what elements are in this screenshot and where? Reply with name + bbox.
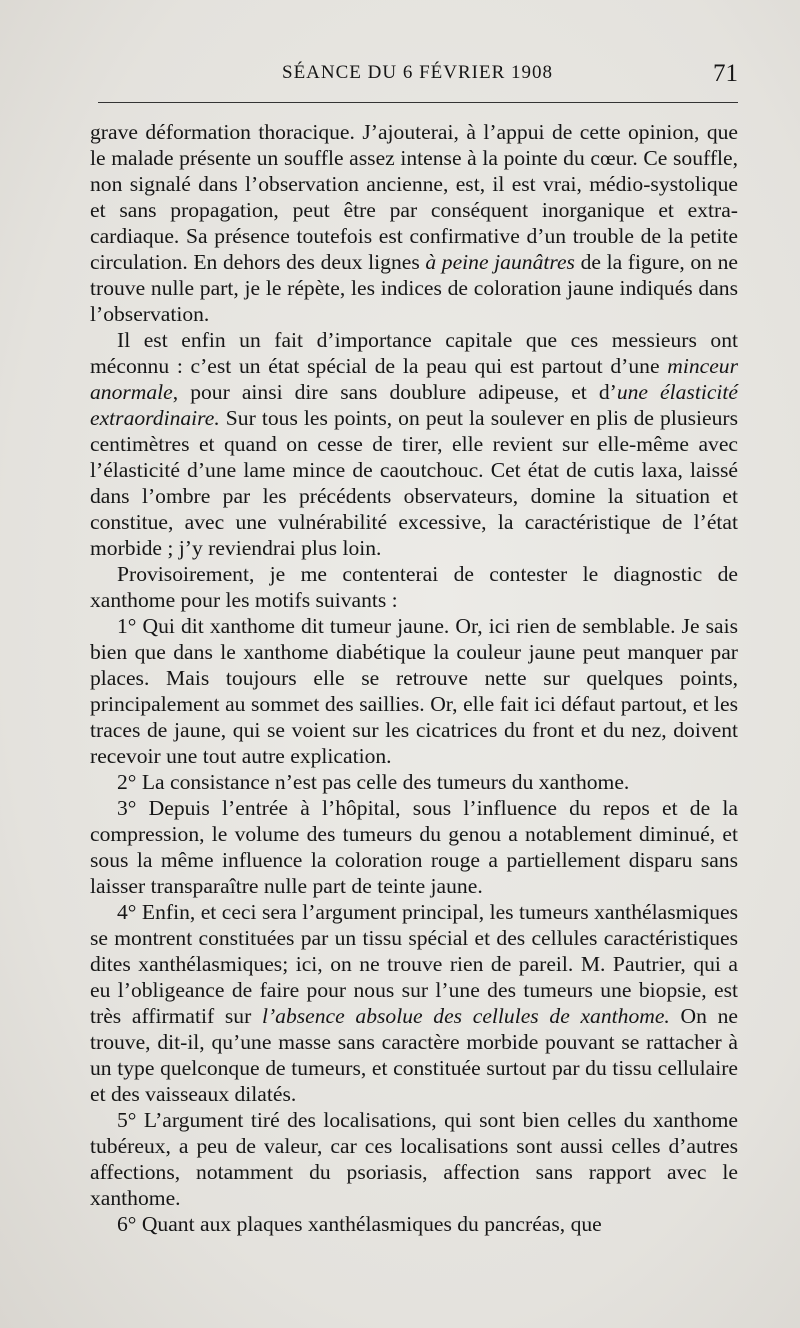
body-text xyxy=(90,119,738,1237)
text-run: 4° Enfin, et ceci sera l’argument principal, les tumeurs xanthélasmiques se montrent constituées par un tissu spécial et des cellules caractéristiques dites xanthélasmiques; ici, on ne trouve rien de pareil. M. Pautrier, qui a eu l’obligeance de faire pour nous sur l’une des tumeurs une biopsie, est très affirmatif sur xyxy=(90,900,738,1028)
running-title: SÉANCE DU 6 FÉVRIER 1908 xyxy=(282,62,554,83)
paragraph-8 xyxy=(90,1107,738,1211)
text-run: Il est enfin un fait d’importance capitale que ces messieurs ont méconnu : c’est un état spécial de la peau qui est partout d’une xyxy=(90,328,738,378)
text-run: grave déformation thoracique. J’ajouterai, à l’appui de cette opinion, que le malade présente un souffle assez intense à la pointe du cœur. Ce souffle, non signalé dans l’observation ancienne, est, il est vrai, médio-systolique et sans propagation, peut être par conséquent inorganique et extra-cardiaque. Sa présence toutefois est confirmative d’un trouble de la petite circulation. En dehors des deux lignes xyxy=(90,120,738,274)
page-header xyxy=(92,60,738,96)
text-run: , pour ainsi dire sans doublure adipeuse, et d’ xyxy=(172,380,617,404)
paragraph-7 xyxy=(90,899,738,1107)
text-run: de la figure, on ne trouve nulle part, je le répète, les indices de coloration jaune indiqués dans l’observation. xyxy=(90,250,738,326)
text-run: Sur tous les points, on peut la soulever en plis de plusieurs centimètres et quand on cesse de tirer, elle revient sur elle-même avec l’élasticité d’une lame mince de caoutchouc. Cet état de cutis laxa, laissé dans l’ombre par les précédents observateurs, domine la situation et constitue, avec une vulnérabilité excessive, la caractéristique de l’état morbide ; j’y reviendrai plus loin. xyxy=(90,406,738,560)
text-run: 6° Quant aux plaques xanthélasmiques du pancréas, que xyxy=(117,1212,602,1236)
italic-text: une élasticité extraordinaire. xyxy=(90,380,738,430)
text-run: 3° Depuis l’entrée à l’hôpital, sous l’influence du repos et de la compression, le volume des tumeurs du genou a notablement diminué, et sous la même influence la coloration rouge a partiellement disparu sans laisser transparaître nulle part de teinte jaune. xyxy=(90,796,738,898)
paragraph-6 xyxy=(90,795,738,899)
paragraph-5 xyxy=(90,769,738,795)
italic-text: à peine jaunâtres xyxy=(425,250,575,274)
text-run: On ne trouve, dit-il, qu’une masse sans caractère morbide pouvant se rattacher à un type quelconque de tumeurs, et constituée surtout par du tissu cellulaire et des vaisseaux dilatés. xyxy=(90,1004,738,1106)
paragraph-3 xyxy=(90,561,738,613)
page-number: 71 xyxy=(713,60,738,87)
paragraph-2 xyxy=(90,327,738,561)
italic-text: minceur anormale xyxy=(90,354,738,404)
header-rule xyxy=(98,102,738,103)
text-run: 1° Qui dit xanthome dit tumeur jaune. Or, ici rien de semblable. Je sais bien que dans le xanthome diabétique la couleur jaune peut manquer par places. Mais toujours elle se retrouve nette sur quelques points, principalement au sommet des saillies. Or, elle fait ici défaut partout, et les traces de jaune, qui se voient sur les cicatrices du front et du nez, doivent recevoir une tout autre explication. xyxy=(90,614,738,768)
paragraph-9 xyxy=(90,1211,738,1237)
text-run: Provisoirement, je me contenterai de contester le diagnostic de xanthome pour les motifs suivants : xyxy=(90,562,738,612)
paragraph-1 xyxy=(90,119,738,327)
italic-text: l’absence absolue des cellules de xanthome. xyxy=(261,1004,670,1028)
text-run: 5° L’argument tiré des localisations, qui sont bien celles du xanthome tubéreux, a peu de valeur, car ces localisations sont aussi celles d’autres affections, notamment du psoriasis, affection sans rapport avec le xanthome. xyxy=(90,1108,738,1210)
text-run: 2° La consistance n’est pas celle des tumeurs du xanthome. xyxy=(117,770,630,794)
paragraph-4 xyxy=(90,613,738,769)
